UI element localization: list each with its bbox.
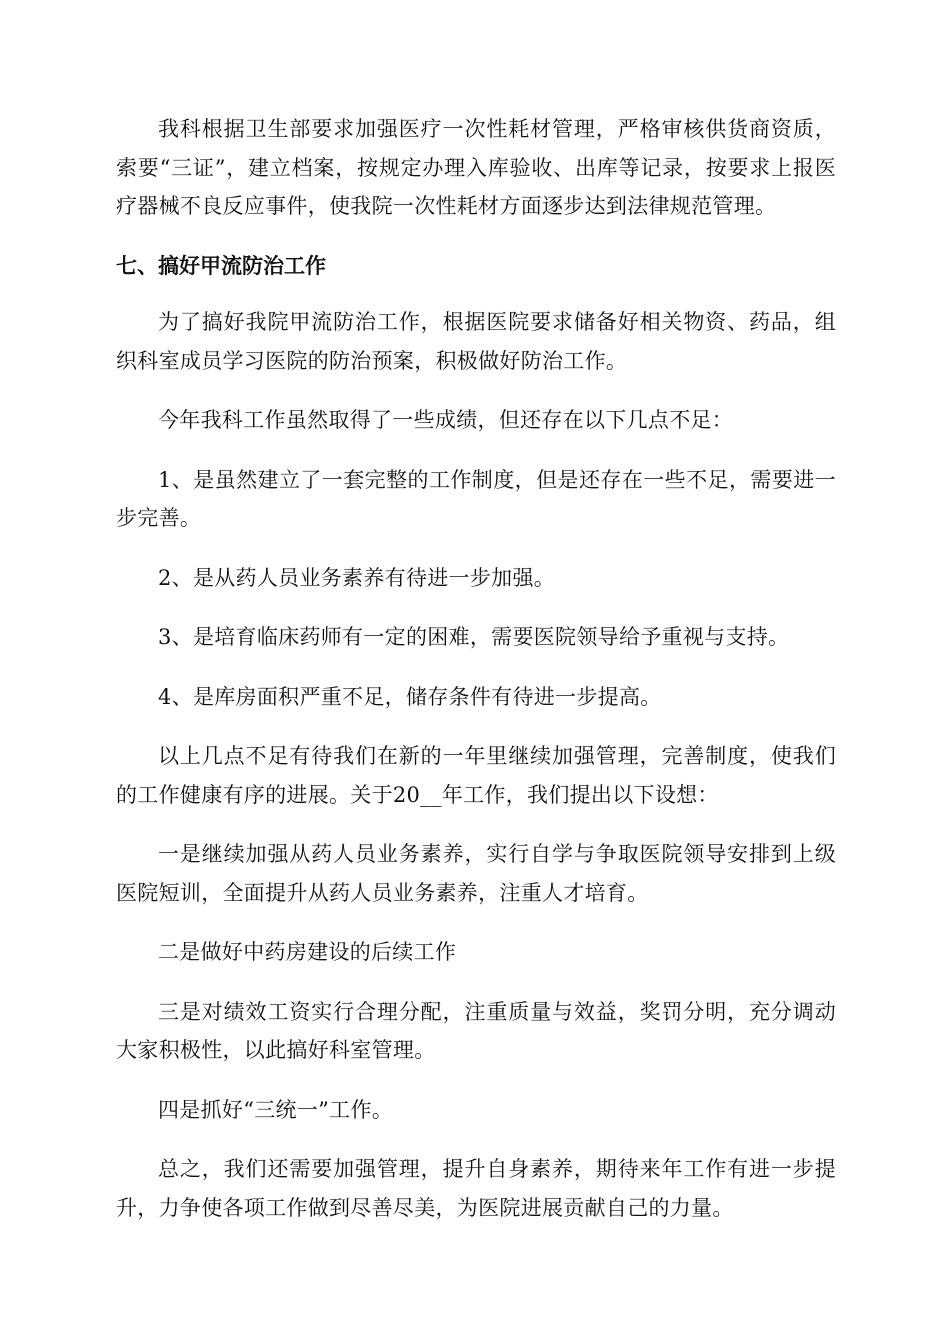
list-item-plan-3: 三是对绩效工资实行合理分配，注重质量与效益，奖罚分明，充分调动大家积极性，以此搞好科室管理。 (116, 999, 836, 1062)
paragraph-flu-prevention: 为了搞好我院甲流防治工作，根据医院要求储备好相关物资、药品，组织科室成员学习医院的防治预案，积极做好防治工作。 (116, 310, 836, 373)
list-item-plan-2: 二是做好中药房建设的后续工作 (158, 940, 457, 964)
list-item-shortcoming-2: 2、是从药人员业务素养有待进一步加强。 (158, 565, 556, 590)
paragraph-plans-intro: 以上几点不足有待我们在新的一年里继续加强管理，完善制度，使我们的工作健康有序的进展。关于20__年工作，我们提出以下设想： (116, 744, 836, 807)
paragraph-conclusion: 总之，我们还需要加强管理，提升自身素养，期待来年工作有进一步提升，力争使各项工作做到尽善尽美，为医院进展贡献自己的力量。 (116, 1157, 836, 1220)
paragraph-shortcomings-intro: 今年我科工作虽然取得了一些成绩，但还存在以下几点不足： (158, 408, 734, 432)
list-item-shortcoming-1: 1、是虽然建立了一套完整的工作制度，但是还存在一些不足，需要进一步完善。 (116, 467, 836, 530)
document-page (116, 110, 836, 1248)
list-item-plan-4: 四是抓好“三统一”工作。 (158, 1097, 394, 1122)
section-heading-flu-prevention: 七、搞好甲流防治工作 (116, 253, 326, 278)
list-item-shortcoming-3: 3、是培育临床药师有一定的困难，需要医院领导给予重视与支持。 (158, 625, 790, 649)
list-item-plan-1: 一是继续加强从药人员业务素养，实行自学与争取医院领导安排到上级医院短训，全面提升从药人员业务素养，注重人才培育。 (116, 842, 836, 905)
paragraph-consumables-management: 我科根据卫生部要求加强医疗一次性耗材管理，严格审核供货商资质，索要“三证”，建立档案，按规定办理入库验收、出库等记录，按要求上报医疗器械不良反应事件，使我院一次性耗材方面逐步达到法律规范管理。 (116, 117, 836, 218)
list-item-shortcoming-4: 4、是库房面积严重不足，储存条件有待进一步提高。 (158, 684, 662, 709)
